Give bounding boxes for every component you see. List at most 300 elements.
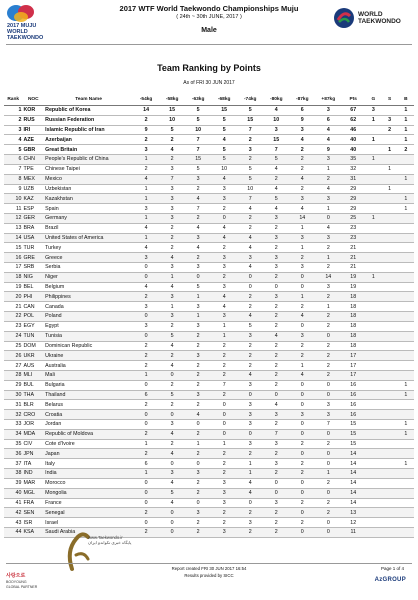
table-cell: TUN	[22, 331, 44, 341]
table-row	[4, 370, 414, 380]
table-cell	[381, 312, 397, 322]
table-cell	[381, 370, 397, 380]
table-cell: 2	[185, 184, 211, 194]
table-cell	[398, 272, 414, 282]
booyoung-partner-text: GLOBAL PARTNER	[6, 585, 38, 589]
table-cell: 0	[315, 518, 341, 528]
table-cell	[398, 184, 414, 194]
table-cell: 3	[159, 194, 185, 204]
table-cell	[381, 302, 397, 312]
table-cell: 2	[211, 459, 237, 469]
table-cell: 4	[289, 135, 315, 145]
table-row	[4, 478, 414, 488]
column-header: Team Name	[44, 93, 133, 106]
table-cell: 21	[4, 302, 22, 312]
table-row	[4, 233, 414, 243]
table-row	[4, 204, 414, 214]
table-cell: 5	[211, 145, 237, 155]
table-cell: 1	[133, 469, 159, 479]
table-cell: 1	[133, 213, 159, 223]
table-cell	[365, 233, 381, 243]
table-cell: 1	[185, 312, 211, 322]
table-cell: TPE	[22, 164, 44, 174]
column-header: -58kg	[159, 93, 185, 106]
table-cell: 7	[185, 204, 211, 214]
table-row	[4, 488, 414, 498]
table-cell: GER	[22, 213, 44, 223]
table-cell: 15	[211, 106, 237, 116]
table-cell: 0	[211, 213, 237, 223]
table-cell: 17	[4, 263, 22, 273]
table-cell: 2	[315, 498, 341, 508]
table-cell: 2	[315, 508, 341, 518]
table-cell: USA	[22, 233, 44, 243]
table-row	[4, 263, 414, 273]
table-cell: 4	[133, 243, 159, 253]
table-cell: 2	[133, 400, 159, 410]
table-cell: 3	[381, 115, 397, 125]
table-cell: 2	[211, 204, 237, 214]
table-cell: 2	[159, 351, 185, 361]
table-cell: 3	[211, 498, 237, 508]
table-cell: 2	[315, 439, 341, 449]
table-cell: 6	[4, 155, 22, 165]
table-cell: DOM	[22, 341, 44, 351]
table-cell: 2	[263, 508, 289, 518]
table-cell: 4	[263, 400, 289, 410]
table-cell: 2	[211, 341, 237, 351]
table-cell: 0	[185, 272, 211, 282]
table-row	[4, 518, 414, 528]
table-cell	[381, 204, 397, 214]
table-cell: 3	[185, 469, 211, 479]
table-cell: 14	[4, 233, 22, 243]
table-cell: 4	[211, 135, 237, 145]
table-cell: 2	[185, 341, 211, 351]
table-cell: 0	[211, 420, 237, 430]
table-cell: 7	[185, 145, 211, 155]
table-cell: 0	[185, 459, 211, 469]
table-cell: 3	[159, 213, 185, 223]
table-cell: 27	[4, 361, 22, 371]
table-cell: 0	[289, 478, 315, 488]
table-cell: MDA	[22, 429, 44, 439]
table-cell: 1	[365, 115, 381, 125]
table-cell: 1	[315, 253, 341, 263]
table-cell: 35	[341, 155, 365, 165]
table-cell	[381, 518, 397, 528]
table-cell: 2	[263, 469, 289, 479]
table-cell: 3	[211, 282, 237, 292]
table-cell: 2	[289, 439, 315, 449]
table-cell	[365, 527, 381, 537]
table-cell: 4	[159, 449, 185, 459]
table-cell: 1	[133, 370, 159, 380]
table-cell: 7	[211, 380, 237, 390]
table-cell: 2	[185, 518, 211, 528]
table-cell	[381, 410, 397, 420]
table-cell: 28	[4, 370, 22, 380]
table-cell: FRA	[22, 498, 44, 508]
table-cell	[398, 527, 414, 537]
table-cell: CIV	[22, 439, 44, 449]
table-cell	[381, 459, 397, 469]
table-cell: 2	[263, 223, 289, 233]
table-cell: UKR	[22, 351, 44, 361]
table-cell: 2	[133, 292, 159, 302]
table-cell: 1	[398, 125, 414, 135]
table-cell: 29	[4, 380, 22, 390]
table-cell: 40	[4, 488, 22, 498]
table-cell: 5	[237, 106, 263, 116]
table-cell: 4	[211, 302, 237, 312]
table-cell	[365, 253, 381, 263]
table-cell	[365, 312, 381, 322]
table-cell: 2	[289, 164, 315, 174]
table-cell: 4	[185, 194, 211, 204]
table-cell: 4	[237, 488, 263, 498]
table-cell	[381, 400, 397, 410]
table-row	[4, 312, 414, 322]
table-cell: 0	[185, 498, 211, 508]
table-cell: Jordan	[44, 420, 133, 430]
table-cell: CHN	[22, 155, 44, 165]
table-cell: 2	[185, 478, 211, 488]
table-cell: 16	[341, 410, 365, 420]
table-cell: 2	[289, 498, 315, 508]
table-cell: 34	[4, 429, 22, 439]
table-cell: Japan	[44, 449, 133, 459]
table-cell: 2	[185, 488, 211, 498]
muju-logo-text: 2017 MUJU WORLD TAEKWONDO	[7, 23, 44, 41]
table-cell: 22	[4, 312, 22, 322]
table-cell: Greece	[44, 253, 133, 263]
table-cell: 0	[133, 312, 159, 322]
table-cell: 9	[4, 184, 22, 194]
table-cell	[365, 223, 381, 233]
table-cell	[365, 302, 381, 312]
table-cell: 3	[159, 469, 185, 479]
table-cell: MGL	[22, 488, 44, 498]
table-cell: 0	[211, 410, 237, 420]
column-header: -80kg	[263, 93, 289, 106]
table-cell: 0	[237, 429, 263, 439]
table-cell: 2	[159, 400, 185, 410]
table-cell: 2	[185, 429, 211, 439]
table-cell	[398, 263, 414, 273]
watermark-text: www.Taekwondo.ir پایگاه خبری تکواندو ایران	[88, 535, 132, 545]
table-cell: 5	[211, 125, 237, 135]
table-cell: 2	[263, 321, 289, 331]
table-cell: 3	[211, 488, 237, 498]
table-row	[4, 174, 414, 184]
table-cell: 2	[211, 508, 237, 518]
table-header-row	[4, 93, 414, 106]
table-cell	[365, 420, 381, 430]
table-cell: Egypt	[44, 321, 133, 331]
table-cell: 1	[398, 106, 414, 116]
table-cell: 2	[185, 253, 211, 263]
table-cell: 4	[133, 174, 159, 184]
table-cell: 15	[237, 115, 263, 125]
table-cell: 8	[4, 174, 22, 184]
table-cell: 3	[185, 233, 211, 243]
table-cell: 3	[185, 508, 211, 518]
table-cell	[381, 194, 397, 204]
table-cell: 3	[315, 410, 341, 420]
table-cell: 12	[4, 213, 22, 223]
table-cell: Belarus	[44, 400, 133, 410]
table-cell: 4	[237, 233, 263, 243]
table-cell	[398, 508, 414, 518]
table-cell: 14	[133, 106, 159, 116]
table-cell: 5	[237, 164, 263, 174]
table-cell: 2	[185, 361, 211, 371]
table-cell: 0	[315, 449, 341, 459]
table-cell: 7	[263, 145, 289, 155]
table-cell: United States of America	[44, 233, 133, 243]
table-cell: 2	[211, 243, 237, 253]
table-cell: 18	[341, 292, 365, 302]
table-cell: KOR	[22, 106, 44, 116]
table-cell: 41	[4, 498, 22, 508]
table-cell	[398, 498, 414, 508]
table-row	[4, 194, 414, 204]
table-cell: 15	[263, 135, 289, 145]
table-cell: 15	[159, 106, 185, 116]
table-cell	[398, 449, 414, 459]
table-row	[4, 106, 414, 116]
table-cell	[381, 420, 397, 430]
table-cell: 3	[315, 106, 341, 116]
table-cell: 3	[315, 233, 341, 243]
table-cell: 2	[289, 469, 315, 479]
table-cell: 10	[237, 184, 263, 194]
table-cell: 1	[398, 204, 414, 214]
table-cell: 4	[159, 145, 185, 155]
table-cell	[398, 439, 414, 449]
table-cell: Belgium	[44, 282, 133, 292]
table-cell: 3	[211, 194, 237, 204]
table-cell: SRB	[22, 263, 44, 273]
table-cell: 1	[365, 213, 381, 223]
table-cell: Ukraine	[44, 351, 133, 361]
table-cell: 2	[289, 184, 315, 194]
table-cell: 2	[289, 518, 315, 528]
table-cell: 1	[289, 292, 315, 302]
azgroup-sponsor-logo: AzGROUP	[374, 577, 406, 583]
table-cell	[398, 341, 414, 351]
table-cell	[365, 429, 381, 439]
table-cell: 1	[211, 331, 237, 341]
table-cell	[381, 390, 397, 400]
table-row	[4, 243, 414, 253]
table-cell: 2	[289, 351, 315, 361]
table-cell: 3	[237, 400, 263, 410]
table-cell: 4	[237, 204, 263, 214]
table-row	[4, 429, 414, 439]
table-cell: 4	[133, 282, 159, 292]
table-cell: 2	[315, 321, 341, 331]
table-cell	[398, 223, 414, 233]
page-title: Team Ranking by Points	[157, 63, 261, 73]
table-cell	[381, 263, 397, 273]
table-cell: IND	[22, 469, 44, 479]
table-cell	[398, 155, 414, 165]
table-cell: 35	[4, 439, 22, 449]
table-cell: 23	[341, 223, 365, 233]
table-cell	[381, 341, 397, 351]
table-cell: 6	[133, 390, 159, 400]
table-cell: 2	[315, 370, 341, 380]
table-cell: Israel	[44, 518, 133, 528]
table-cell: 20	[4, 292, 22, 302]
table-cell: 14	[341, 478, 365, 488]
table-cell: Russian Federation	[44, 115, 133, 125]
table-cell: 2	[263, 243, 289, 253]
table-cell: Spain	[44, 204, 133, 214]
table-cell: 32	[341, 164, 365, 174]
table-cell: 2	[237, 361, 263, 371]
table-cell	[381, 508, 397, 518]
table-cell: 5	[159, 331, 185, 341]
table-cell	[381, 361, 397, 371]
table-cell: 3	[315, 155, 341, 165]
table-row	[4, 272, 414, 282]
table-cell: 3	[159, 263, 185, 273]
table-cell: 0	[289, 272, 315, 282]
table-cell: Bulgaria	[44, 380, 133, 390]
table-cell: 2	[289, 253, 315, 263]
table-cell	[381, 498, 397, 508]
header-divider	[6, 44, 412, 45]
table-cell: Croatia	[44, 410, 133, 420]
table-cell: 2	[289, 155, 315, 165]
table-cell: 2	[211, 469, 237, 479]
table-cell: 0	[289, 508, 315, 518]
table-cell: 32	[4, 410, 22, 420]
table-cell: 2	[263, 302, 289, 312]
table-cell: 2	[263, 380, 289, 390]
table-cell: 1	[133, 439, 159, 449]
table-cell: 4	[289, 174, 315, 184]
table-cell: 2	[133, 341, 159, 351]
table-cell: 2	[159, 135, 185, 145]
table-cell: 43	[4, 518, 22, 528]
table-cell: 2	[315, 312, 341, 322]
table-cell: 16	[4, 253, 22, 263]
table-cell: 4	[315, 184, 341, 194]
table-cell	[365, 508, 381, 518]
table-cell: 3	[159, 164, 185, 174]
table-cell: 40	[341, 145, 365, 155]
table-cell: 3	[133, 145, 159, 155]
table-cell: 2	[159, 223, 185, 233]
table-row	[4, 302, 414, 312]
table-cell	[365, 321, 381, 331]
column-header: S	[381, 93, 397, 106]
table-cell	[398, 400, 414, 410]
table-cell: 44	[4, 527, 22, 537]
table-cell: 3	[315, 194, 341, 204]
table-cell: 0	[133, 272, 159, 282]
table-cell	[365, 243, 381, 253]
table-cell: 1	[289, 243, 315, 253]
table-cell: 13	[4, 223, 22, 233]
table-cell: 1	[185, 292, 211, 302]
table-cell: 5	[185, 164, 211, 174]
table-cell: 4	[133, 223, 159, 233]
table-cell: 18	[341, 321, 365, 331]
as-of-date: As of FRI 30 JUN 2017	[183, 80, 235, 86]
table-cell: 10	[211, 164, 237, 174]
table-cell: Cote d'Ivoire	[44, 439, 133, 449]
results-provider-text: Results provided by SICC	[184, 573, 234, 578]
table-cell: Mexico	[44, 174, 133, 184]
table-cell: 1	[315, 302, 341, 312]
table-row	[4, 282, 414, 292]
booyoung-logo-text: 사랑으로	[6, 573, 26, 579]
table-cell: 4	[263, 204, 289, 214]
table-row	[4, 125, 414, 135]
table-cell: 5	[263, 155, 289, 165]
table-cell: 1	[398, 420, 414, 430]
table-cell: 30	[4, 390, 22, 400]
table-cell	[381, 488, 397, 498]
table-cell: 0	[159, 518, 185, 528]
table-cell	[381, 223, 397, 233]
table-row	[4, 449, 414, 459]
table-cell: 4	[159, 282, 185, 292]
table-cell: 1	[237, 459, 263, 469]
table-cell: 0	[263, 390, 289, 400]
table-cell: 2	[263, 527, 289, 537]
table-cell: 0	[159, 508, 185, 518]
table-cell	[365, 263, 381, 273]
table-cell	[365, 164, 381, 174]
table-cell: 6	[289, 106, 315, 116]
table-cell: 7	[237, 125, 263, 135]
table-cell: 2	[263, 272, 289, 282]
table-cell: 6	[315, 115, 341, 125]
table-cell	[381, 213, 397, 223]
table-cell: 14	[341, 488, 365, 498]
table-cell: 0	[289, 420, 315, 430]
table-row	[4, 459, 414, 469]
table-cell: 4	[237, 243, 263, 253]
table-cell	[381, 106, 397, 116]
table-row	[4, 400, 414, 410]
table-cell: 3	[133, 302, 159, 312]
table-cell: GRE	[22, 253, 44, 263]
table-cell: AUS	[22, 361, 44, 371]
table-cell: 2	[237, 135, 263, 145]
page-number: Page 1 of 4	[380, 566, 404, 571]
table-cell	[365, 410, 381, 420]
table-cell: 14	[289, 213, 315, 223]
table-cell	[365, 459, 381, 469]
table-cell	[398, 282, 414, 292]
table-cell: 2	[237, 341, 263, 351]
column-header: Rank	[4, 93, 22, 106]
table-cell: 17	[341, 351, 365, 361]
table-cell: 2	[237, 527, 263, 537]
table-cell: 4	[315, 125, 341, 135]
table-cell: 1	[211, 439, 237, 449]
table-cell: 3	[263, 125, 289, 135]
table-cell: 2	[315, 351, 341, 361]
table-cell: 1	[398, 194, 414, 204]
